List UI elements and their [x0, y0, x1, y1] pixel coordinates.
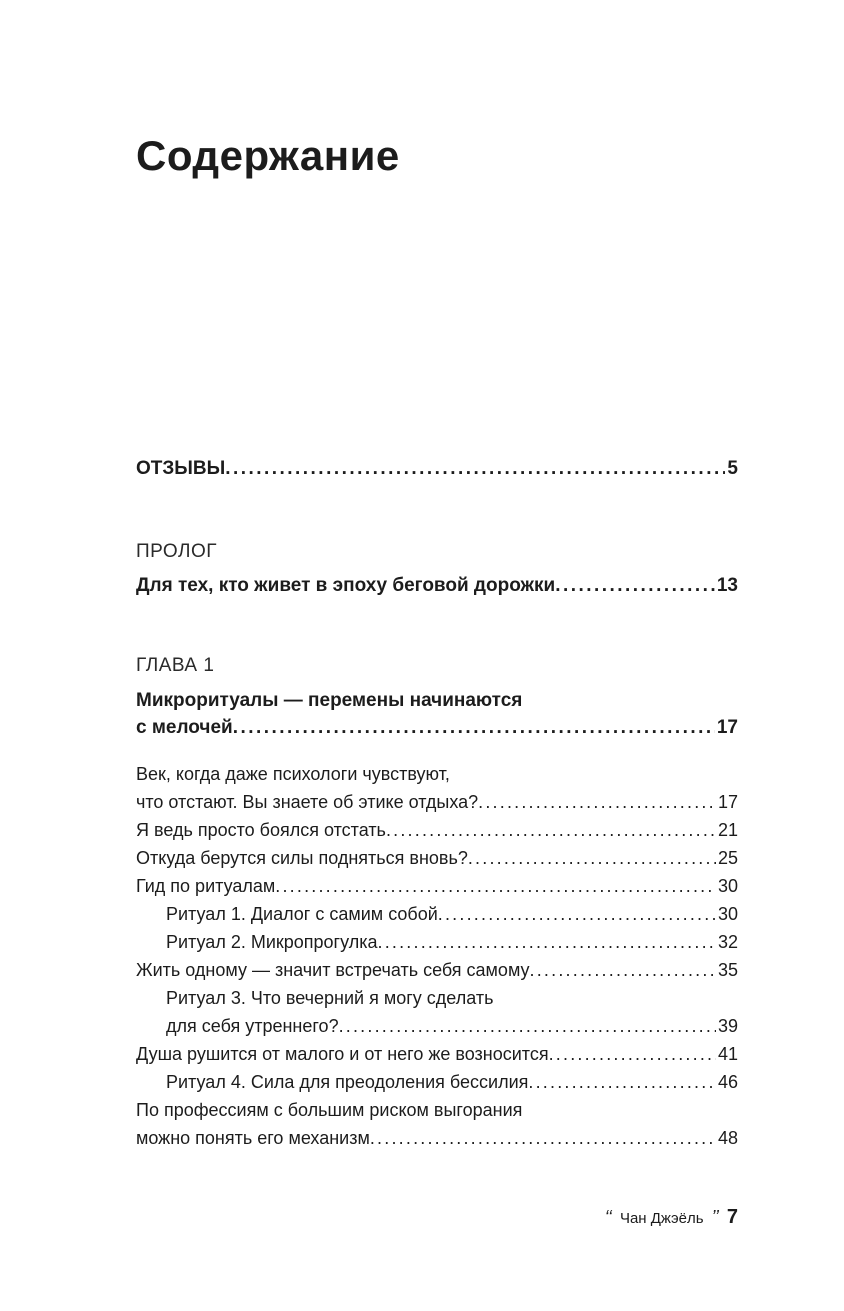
toc-entry-label: Ритуал 4. Сила для преодоления бессилия	[166, 1072, 529, 1092]
close-quote: ’’	[711, 1207, 719, 1227]
toc-page-number: 35	[717, 960, 738, 980]
toc-entry-line-1: По профессиям с большим риском выгорания	[136, 1100, 523, 1120]
toc-page-number: 17	[716, 717, 738, 738]
dot-leader	[528, 1072, 716, 1093]
toc-entry[interactable]	[136, 960, 738, 981]
toc-page-number: 21	[717, 820, 738, 840]
toc-entry[interactable]	[136, 876, 738, 897]
toc-entry-label: с мелочей	[136, 717, 233, 738]
toc-subentry[interactable]	[166, 932, 738, 953]
toc-page-number: 32	[717, 932, 738, 952]
toc-entry-label: Откуда берутся силы подняться вновь?	[136, 848, 468, 868]
toc-page-number: 13	[716, 575, 738, 596]
dot-leader	[438, 904, 716, 925]
toc-entry-label: Для тех, кто живет в эпоху беговой дорожки	[136, 575, 556, 596]
toc-entry-label: ОТЗЫВЫ	[136, 458, 226, 479]
toc-subentry[interactable]	[166, 1016, 738, 1037]
section-label-chapter-1: ГЛАВА 1	[136, 655, 215, 676]
dot-leader	[370, 1128, 716, 1149]
toc-subentry[interactable]	[166, 904, 738, 925]
toc-subentry-line-1: Ритуал 3. Что вечерний я могу сделать	[166, 988, 494, 1008]
toc-subentry[interactable]	[166, 1072, 738, 1093]
toc-entry-label: можно понять его механизм	[136, 1128, 370, 1148]
toc-entry[interactable]	[136, 848, 738, 869]
toc-entry-label: Я ведь просто боялся отстать	[136, 820, 386, 840]
toc-entry-label: для себя утреннего?	[166, 1016, 339, 1036]
toc-page-number: 17	[717, 792, 738, 812]
chapter-title-line-1: Микроритуалы — перемены начинаются	[136, 690, 523, 711]
toc-entry-label: Гид по ритуалам	[136, 876, 276, 896]
toc-entry-label: Ритуал 1. Диалог с самим собой	[166, 904, 438, 924]
toc-entry-line-1: Век, когда даже психологи чувствуют,	[136, 764, 450, 784]
toc-entry-label: Жить одному — значит встречать себя самому	[136, 960, 530, 980]
toc-entry[interactable]	[136, 1044, 738, 1065]
dot-leader	[549, 1044, 716, 1065]
toc-page-number: 30	[717, 876, 738, 896]
toc-entry-label: Ритуал 2. Микропрогулка	[166, 932, 378, 952]
toc-page-number: 25	[717, 848, 738, 868]
toc-entry-reviews[interactable]	[136, 458, 738, 480]
page-number: 7	[726, 1206, 738, 1228]
toc-entry[interactable]	[136, 820, 738, 841]
toc-entry-label: что отстают. Вы знаете об этике отдыха?	[136, 792, 479, 812]
toc-page-number: 46	[717, 1072, 738, 1092]
toc-entry-prologue[interactable]	[136, 575, 738, 597]
dot-leader	[275, 876, 716, 897]
dot-leader	[530, 960, 716, 981]
toc-page-number: 39	[717, 1016, 738, 1036]
toc-page-number: 30	[717, 904, 738, 924]
page-title: Содержание	[136, 132, 400, 179]
dot-leader	[378, 932, 716, 953]
dot-leader	[233, 717, 715, 739]
section-label-prologue: ПРОЛОГ	[136, 541, 218, 562]
dot-leader	[339, 1016, 716, 1037]
dot-leader	[386, 820, 716, 841]
toc-page-number: 5	[727, 458, 738, 479]
toc-entry[interactable]	[136, 792, 738, 813]
page-footer	[570, 1206, 738, 1229]
dot-leader	[555, 575, 715, 597]
dot-leader	[468, 848, 716, 869]
dot-leader	[478, 792, 716, 813]
toc-entry[interactable]	[136, 1128, 738, 1149]
toc-entry-label: Душа рушится от малого и от него же возносится	[136, 1044, 549, 1064]
toc-page-number: 48	[717, 1128, 738, 1148]
toc-entry-chapter-1[interactable]	[136, 717, 738, 739]
dot-leader	[225, 458, 725, 480]
open-quote: ‘‘	[604, 1207, 612, 1227]
author-name: Чан Джэёль	[619, 1210, 704, 1227]
toc-page-number: 41	[717, 1044, 738, 1064]
